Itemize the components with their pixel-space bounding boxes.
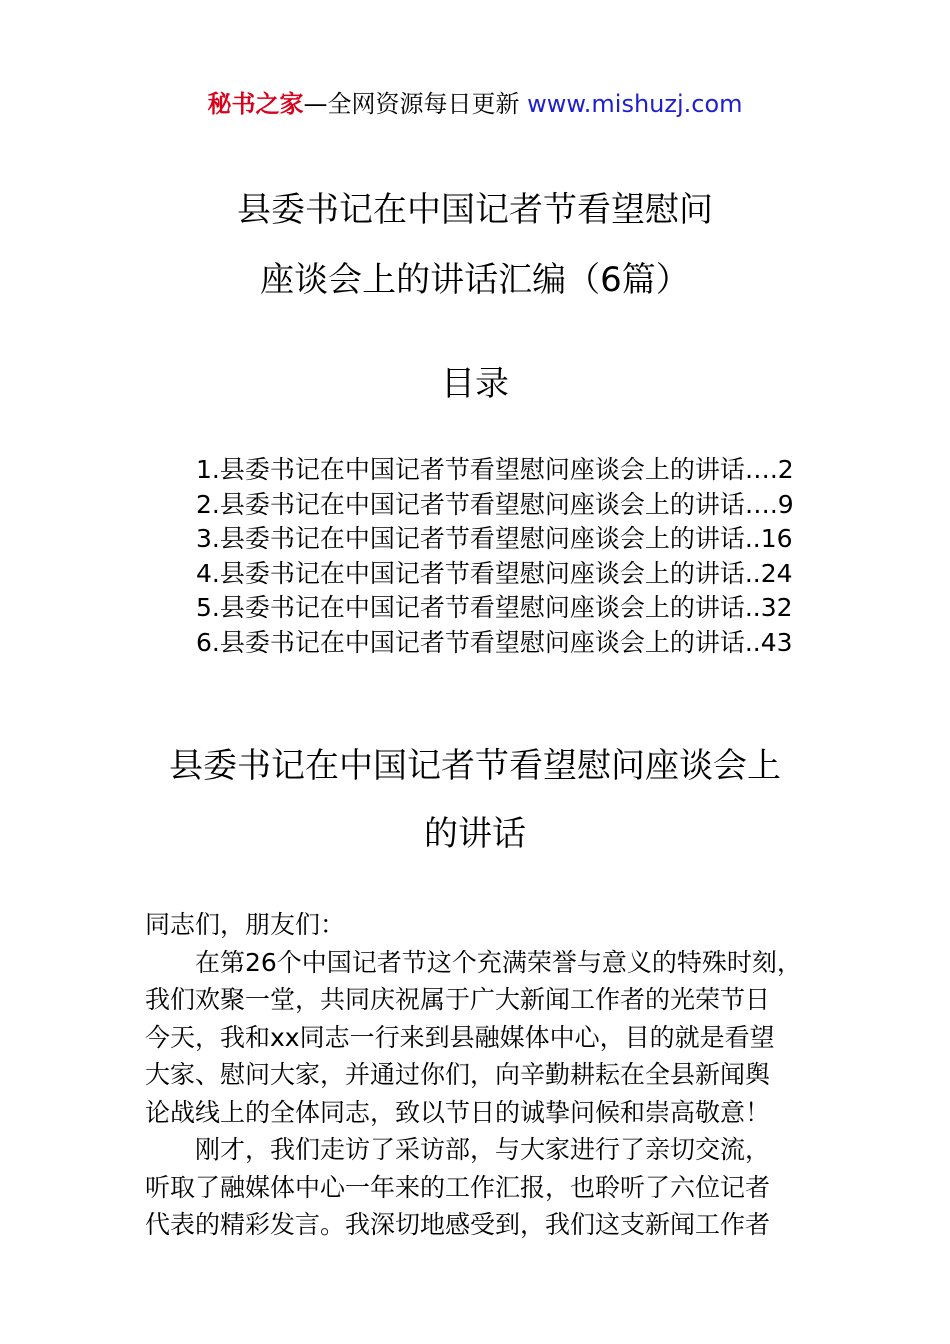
site-link[interactable]: www.mishuzj.com bbox=[527, 90, 743, 118]
toc-heading: 目录 bbox=[441, 364, 509, 404]
site-header bbox=[0, 88, 950, 120]
paragraph-line: 论战线上的全体同志，致以节日的诚挚问候和崇高敬意！ bbox=[145, 1097, 771, 1127]
paragraph-line: 大家、慰问大家，并通过你们，向辛勤耕耘在全县新闻舆 bbox=[145, 1060, 771, 1089]
toc-item-5[interactable]: 5.县委书记在中国记者节看望慰问座谈会上的讲话..32 bbox=[196, 593, 793, 623]
toc-item-4[interactable]: 4.县委书记在中国记者节看望慰问座谈会上的讲话..24 bbox=[196, 558, 793, 588]
document-title-line-2: 座谈会上的讲话汇编（6篇） bbox=[260, 260, 690, 300]
brand-name: 秘书之家 bbox=[207, 90, 304, 118]
salutation: 同志们，朋友们： bbox=[145, 910, 346, 939]
toc-item-6[interactable]: 6.县委书记在中国记者节看望慰问座谈会上的讲话..43 bbox=[196, 627, 793, 657]
paragraph-line: 听取了融媒体中心一年来的工作汇报，也聆听了六位记者 bbox=[145, 1172, 771, 1202]
paragraph-line: 我们欢聚一堂，共同庆祝属于广大新闻工作者的光荣节日 bbox=[145, 985, 771, 1014]
toc-item-3[interactable]: 3.县委书记在中国记者节看望慰问座谈会上的讲话..16 bbox=[196, 524, 793, 554]
paragraph-line: 代表的精彩发言。我深切地感受到，我们这支新闻工作者 bbox=[145, 1210, 771, 1239]
table-of-contents bbox=[196, 453, 816, 661]
document-title-line-1: 县委书记在中国记者节看望慰问 bbox=[237, 190, 713, 230]
paragraph-line: 在第26个中国记者节这个充满荣誉与意义的特殊时刻， bbox=[195, 947, 802, 977]
paragraph-line: 今天，我和xx同志一行来到县融媒体中心，目的就是看望 bbox=[145, 1022, 775, 1052]
toc-item-2[interactable]: 2.县委书记在中国记者节看望慰问座谈会上的讲话….9 bbox=[196, 489, 794, 519]
section-title-line-2: 的讲话 bbox=[424, 814, 526, 854]
toc-item-1[interactable]: 1.县委书记在中国记者节看望慰问座谈会上的讲话….2 bbox=[196, 455, 794, 484]
section-title-line-1: 县委书记在中国记者节看望慰问座谈会上 bbox=[169, 746, 781, 786]
speech-body bbox=[145, 906, 835, 1244]
header-slogan: —全网资源每日更新 bbox=[303, 90, 528, 118]
paragraph-line: 刚才，我们走访了采访部，与大家进行了亲切交流， bbox=[195, 1135, 771, 1164]
